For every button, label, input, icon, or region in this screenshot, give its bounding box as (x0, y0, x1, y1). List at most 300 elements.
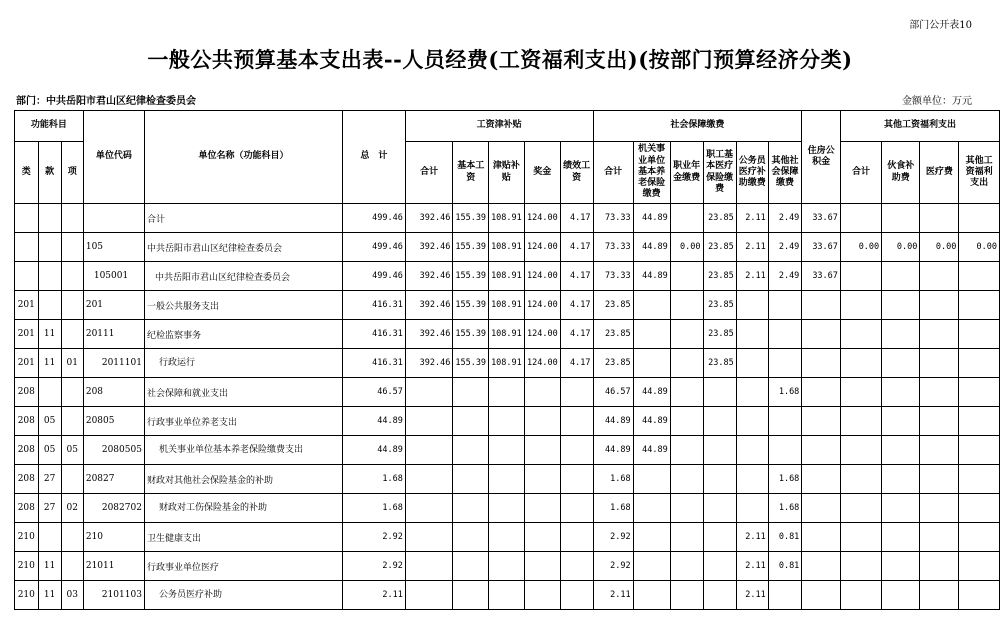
other-sum-cell (840, 523, 881, 552)
unit-code-cell: 2101103 (83, 581, 144, 610)
other-welfare-cell (959, 204, 1000, 233)
bonus-cell: 124.00 (524, 262, 560, 291)
unit-name-cell: 行政运行 (144, 349, 342, 378)
performance-salary-cell: 4.17 (560, 349, 593, 378)
kuan-cell: 11 (38, 581, 61, 610)
other-social-cell (768, 407, 802, 436)
medical-fee-cell (920, 552, 959, 581)
pension-cell (633, 349, 670, 378)
other-welfare-cell (959, 407, 1000, 436)
lei-cell: 201 (15, 291, 39, 320)
social-sum-cell: 44.89 (593, 407, 633, 436)
bonus-cell (524, 407, 560, 436)
social-sum-cell: 2.92 (593, 552, 633, 581)
meal-subsidy-cell (882, 523, 920, 552)
other-welfare-cell (959, 523, 1000, 552)
medical-fee-cell (920, 407, 959, 436)
annuity-cell (670, 320, 703, 349)
other-social-cell: 1.68 (768, 465, 802, 494)
pension-cell (633, 581, 670, 610)
pension-cell: 44.89 (633, 233, 670, 262)
other-social-cell: 0.81 (768, 523, 802, 552)
other-social-cell (768, 291, 802, 320)
kuan-cell: 27 (38, 494, 61, 523)
other-sum-cell (840, 581, 881, 610)
bonus-cell (524, 523, 560, 552)
unit-name-cell: 财政对工伤保险基金的补助 (144, 494, 342, 523)
medical-insurance-cell: 23.85 (703, 233, 736, 262)
lei-cell (15, 262, 39, 291)
performance-salary-cell: 4.17 (560, 233, 593, 262)
other-sum-cell (840, 552, 881, 581)
housing-fund-cell (802, 407, 841, 436)
basic-salary-cell (453, 465, 489, 494)
other-welfare-cell (959, 349, 1000, 378)
housing-fund-cell (802, 552, 841, 581)
salary-sum-cell (405, 523, 452, 552)
medical-fee-cell (920, 204, 959, 233)
total-cell: 416.31 (343, 349, 406, 378)
lei-cell: 208 (15, 465, 39, 494)
other-sum-cell (840, 494, 881, 523)
total-cell: 2.11 (343, 581, 406, 610)
salary-sum-cell: 392.46 (405, 291, 452, 320)
civil-servant-medical-cell: 2.11 (736, 233, 768, 262)
annuity-cell (670, 436, 703, 465)
annuity-cell (670, 465, 703, 494)
basic-salary-cell (453, 407, 489, 436)
allowance-cell: 108.91 (489, 233, 525, 262)
housing-fund-cell (802, 436, 841, 465)
annuity-cell (670, 494, 703, 523)
xiang-cell (61, 233, 83, 262)
xiang-cell: 05 (61, 436, 83, 465)
other-welfare-cell (959, 378, 1000, 407)
meal-subsidy-cell: 0.00 (882, 233, 920, 262)
basic-salary-cell: 155.39 (453, 233, 489, 262)
unit-name-cell: 公务员医疗补助 (144, 581, 342, 610)
kuan-cell: 11 (38, 320, 61, 349)
xiang-cell (61, 204, 83, 233)
civil-servant-medical-cell (736, 291, 768, 320)
social-group-header: 社会保障缴费 (593, 111, 802, 142)
social-sum-header: 合计 (593, 142, 633, 204)
performance-salary-cell: 4.17 (560, 262, 593, 291)
housing-fund-cell (802, 581, 841, 610)
allowance-cell: 108.91 (489, 204, 525, 233)
unit-code-cell: 210 (83, 523, 144, 552)
other-social-cell: 0.81 (768, 552, 802, 581)
lei-cell: 208 (15, 436, 39, 465)
total-header: 总 计 (343, 111, 406, 204)
medical-insurance-header: 职工基本医疗保险缴费 (703, 142, 736, 204)
performance-salary-cell: 4.17 (560, 204, 593, 233)
other-welfare-header: 其他工资福利支出 (959, 142, 1000, 204)
other-welfare-cell (959, 465, 1000, 494)
other-social-header: 其他社会保障缴费 (768, 142, 802, 204)
other-sum-cell (840, 262, 881, 291)
medical-fee-cell (920, 523, 959, 552)
medical-insurance-cell: 23.85 (703, 204, 736, 233)
salary-group-header: 工资津补贴 (405, 111, 593, 142)
xiang-cell (61, 407, 83, 436)
basic-salary-cell: 155.39 (453, 291, 489, 320)
meal-subsidy-cell (882, 407, 920, 436)
civil-servant-medical-cell: 2.11 (736, 552, 768, 581)
salary-sum-header: 合计 (405, 142, 452, 204)
unit-label: 金额单位：万元 (902, 96, 972, 107)
performance-salary-cell (560, 378, 593, 407)
kuan-cell (38, 523, 61, 552)
table-row (15, 494, 1000, 523)
budget-table (14, 110, 1000, 610)
unit-name-cell: 中共岳阳市君山区纪律检查委员会 (144, 262, 342, 291)
salary-sum-cell: 392.46 (405, 262, 452, 291)
total-cell: 1.68 (343, 465, 406, 494)
meal-subsidy-cell (882, 465, 920, 494)
table-row (15, 291, 1000, 320)
social-sum-cell: 2.92 (593, 523, 633, 552)
medical-insurance-cell: 23.85 (703, 291, 736, 320)
performance-salary-cell: 4.17 (560, 291, 593, 320)
civil-servant-medical-cell (736, 465, 768, 494)
performance-salary-header: 绩效工资 (560, 142, 593, 204)
medical-insurance-cell (703, 378, 736, 407)
table-row (15, 581, 1000, 610)
lei-cell: 210 (15, 523, 39, 552)
performance-salary-cell (560, 494, 593, 523)
housing-fund-cell (802, 291, 841, 320)
kuan-cell: 05 (38, 407, 61, 436)
meal-subsidy-header: 伙食补助费 (882, 142, 920, 204)
civil-servant-medical-cell (736, 320, 768, 349)
other-social-cell (768, 436, 802, 465)
allowance-cell: 108.91 (489, 262, 525, 291)
unit-code-header: 单位代码 (83, 111, 144, 204)
kuan-cell (38, 262, 61, 291)
unit-code-cell: 2011101 (83, 349, 144, 378)
unit-name-cell: 卫生健康支出 (144, 523, 342, 552)
total-cell: 416.31 (343, 291, 406, 320)
unit-name-cell: 一般公共服务支出 (144, 291, 342, 320)
social-sum-cell: 73.33 (593, 204, 633, 233)
other-sum-header: 合计 (840, 142, 881, 204)
medical-fee-cell (920, 262, 959, 291)
lei-cell: 210 (15, 552, 39, 581)
other-social-cell (768, 581, 802, 610)
medical-insurance-cell: 23.85 (703, 262, 736, 291)
salary-sum-cell (405, 436, 452, 465)
allowance-cell (489, 436, 525, 465)
salary-sum-cell: 392.46 (405, 320, 452, 349)
meal-subsidy-cell (882, 436, 920, 465)
other-social-cell (768, 320, 802, 349)
unit-code-cell: 2082702 (83, 494, 144, 523)
total-cell: 44.89 (343, 407, 406, 436)
social-sum-cell: 46.57 (593, 378, 633, 407)
table-row (15, 523, 1000, 552)
other-sum-cell (840, 291, 881, 320)
salary-sum-cell (405, 378, 452, 407)
other-sum-cell (840, 465, 881, 494)
other-social-cell (768, 349, 802, 378)
pension-cell: 44.89 (633, 262, 670, 291)
lei-cell: 208 (15, 494, 39, 523)
other-welfare-cell (959, 581, 1000, 610)
total-cell: 2.92 (343, 523, 406, 552)
allowance-cell: 108.91 (489, 320, 525, 349)
lei-cell: 201 (15, 349, 39, 378)
kuan-cell (38, 291, 61, 320)
unit-code-cell: 20827 (83, 465, 144, 494)
housing-fund-cell (802, 349, 841, 378)
allowance-cell (489, 523, 525, 552)
total-cell: 44.89 (343, 436, 406, 465)
annuity-cell (670, 204, 703, 233)
basic-salary-cell (453, 378, 489, 407)
lei-cell: 208 (15, 378, 39, 407)
housing-fund-cell: 33.67 (802, 262, 841, 291)
unit-name-cell: 社会保障和就业支出 (144, 378, 342, 407)
civil-servant-medical-cell: 2.11 (736, 262, 768, 291)
basic-salary-cell: 155.39 (453, 349, 489, 378)
lei-cell: 210 (15, 581, 39, 610)
lei-cell: 208 (15, 407, 39, 436)
meal-subsidy-cell (882, 349, 920, 378)
table-row (15, 436, 1000, 465)
table-row (15, 349, 1000, 378)
basic-salary-cell (453, 494, 489, 523)
civil-servant-medical-cell (736, 378, 768, 407)
allowance-cell (489, 581, 525, 610)
bonus-cell (524, 465, 560, 494)
meal-subsidy-cell (882, 320, 920, 349)
table-row (15, 320, 1000, 349)
lei-cell (15, 204, 39, 233)
medical-fee-cell (920, 465, 959, 494)
annuity-cell (670, 262, 703, 291)
pension-cell (633, 494, 670, 523)
xiang-cell (61, 523, 83, 552)
civil-servant-medical-cell (736, 349, 768, 378)
other-welfare-cell (959, 291, 1000, 320)
allowance-cell: 108.91 (489, 349, 525, 378)
bonus-cell (524, 581, 560, 610)
meal-subsidy-cell (882, 291, 920, 320)
other-welfare-cell (959, 552, 1000, 581)
annuity-cell (670, 291, 703, 320)
table-row (15, 552, 1000, 581)
xiang-cell: 01 (61, 349, 83, 378)
other-welfare-cell (959, 262, 1000, 291)
pension-header: 机关事业单位基本养老保险缴费 (633, 142, 670, 204)
kuan-cell: 11 (38, 552, 61, 581)
xiang-cell (61, 320, 83, 349)
unit-code-cell: 20805 (83, 407, 144, 436)
civil-servant-medical-cell: 2.11 (736, 523, 768, 552)
meal-subsidy-cell (882, 494, 920, 523)
salary-sum-cell (405, 465, 452, 494)
medical-insurance-cell (703, 436, 736, 465)
meal-subsidy-cell (882, 262, 920, 291)
housing-fund-header: 住房公积金 (802, 111, 841, 204)
unit-code-cell: 20111 (83, 320, 144, 349)
performance-salary-cell (560, 465, 593, 494)
medical-insurance-cell (703, 465, 736, 494)
xiang-cell (61, 378, 83, 407)
other-social-cell: 2.49 (768, 204, 802, 233)
department-label: 部门：中共岳阳市君山区纪律检查委员会 (16, 96, 196, 107)
social-sum-cell: 23.85 (593, 320, 633, 349)
housing-fund-cell (802, 523, 841, 552)
kuan-cell (38, 204, 61, 233)
kuan-cell (38, 378, 61, 407)
total-cell: 499.46 (343, 262, 406, 291)
social-sum-cell: 1.68 (593, 494, 633, 523)
salary-sum-cell (405, 494, 452, 523)
civil-servant-medical-cell (736, 407, 768, 436)
medical-fee-cell (920, 320, 959, 349)
unit-name-cell: 行政事业单位养老支出 (144, 407, 342, 436)
xiang-cell (61, 465, 83, 494)
basic-salary-cell (453, 581, 489, 610)
unit-name-cell: 合计 (144, 204, 342, 233)
total-cell: 1.68 (343, 494, 406, 523)
basic-salary-cell (453, 436, 489, 465)
unit-name-cell: 行政事业单位医疗 (144, 552, 342, 581)
annuity-header: 职业年金缴费 (670, 142, 703, 204)
xiang-cell: 02 (61, 494, 83, 523)
social-sum-cell: 2.11 (593, 581, 633, 610)
housing-fund-cell (802, 494, 841, 523)
table-row (15, 407, 1000, 436)
pension-cell (633, 465, 670, 494)
bonus-cell: 124.00 (524, 291, 560, 320)
other-sum-cell: 0.00 (840, 233, 881, 262)
xiang-header: 项 (61, 142, 83, 204)
total-cell: 2.92 (343, 552, 406, 581)
pension-cell: 44.89 (633, 436, 670, 465)
annuity-cell (670, 349, 703, 378)
civil-servant-medical-header: 公务员医疗补助缴费 (736, 142, 768, 204)
func-subject-header: 功能科目 (15, 111, 84, 142)
performance-salary-cell (560, 523, 593, 552)
other-welfare-cell (959, 320, 1000, 349)
social-sum-cell: 73.33 (593, 233, 633, 262)
table-number-label: 部门公开表10 (909, 20, 972, 31)
social-sum-cell: 44.89 (593, 436, 633, 465)
medical-fee-cell (920, 349, 959, 378)
other-sum-cell (840, 204, 881, 233)
housing-fund-cell: 33.67 (802, 204, 841, 233)
other-welfare-cell (959, 494, 1000, 523)
basic-salary-header: 基本工资 (453, 142, 489, 204)
allowance-header: 津贴补贴 (489, 142, 525, 204)
medical-insurance-cell (703, 552, 736, 581)
basic-salary-cell (453, 523, 489, 552)
other-sum-cell (840, 407, 881, 436)
medical-insurance-cell (703, 494, 736, 523)
medical-fee-header: 医疗费 (920, 142, 959, 204)
table-row (15, 233, 1000, 262)
bonus-cell (524, 378, 560, 407)
basic-salary-cell: 155.39 (453, 320, 489, 349)
civil-servant-medical-cell (736, 436, 768, 465)
allowance-cell: 108.91 (489, 291, 525, 320)
social-sum-cell: 1.68 (593, 465, 633, 494)
medical-fee-cell: 0.00 (920, 233, 959, 262)
bonus-cell: 124.00 (524, 204, 560, 233)
other-social-cell: 1.68 (768, 378, 802, 407)
medical-fee-cell (920, 291, 959, 320)
performance-salary-cell (560, 407, 593, 436)
pension-cell (633, 552, 670, 581)
other-welfare-cell: 0.00 (959, 233, 1000, 262)
kuan-cell: 27 (38, 465, 61, 494)
xiang-cell: 03 (61, 581, 83, 610)
salary-sum-cell (405, 581, 452, 610)
unit-code-cell: 208 (83, 378, 144, 407)
other-social-cell: 1.68 (768, 494, 802, 523)
civil-servant-medical-cell: 2.11 (736, 204, 768, 233)
medical-fee-cell (920, 436, 959, 465)
total-cell: 499.46 (343, 233, 406, 262)
other-sum-cell (840, 436, 881, 465)
medical-insurance-cell: 23.85 (703, 320, 736, 349)
performance-salary-cell: 4.17 (560, 320, 593, 349)
allowance-cell (489, 378, 525, 407)
annuity-cell: 0.00 (670, 233, 703, 262)
pension-cell (633, 523, 670, 552)
xiang-cell (61, 262, 83, 291)
basic-salary-cell: 155.39 (453, 262, 489, 291)
table-body (15, 204, 1000, 610)
other-sum-cell (840, 378, 881, 407)
other-welfare-cell (959, 436, 1000, 465)
medical-insurance-cell (703, 581, 736, 610)
salary-sum-cell: 392.46 (405, 233, 452, 262)
bonus-cell (524, 552, 560, 581)
basic-salary-cell (453, 552, 489, 581)
social-sum-cell: 23.85 (593, 291, 633, 320)
social-sum-cell: 23.85 (593, 349, 633, 378)
unit-code-cell: 201 (83, 291, 144, 320)
unit-name-cell: 纪检监察事务 (144, 320, 342, 349)
civil-servant-medical-cell: 2.11 (736, 581, 768, 610)
pension-cell: 44.89 (633, 378, 670, 407)
annuity-cell (670, 552, 703, 581)
kuan-header: 款 (38, 142, 61, 204)
meal-subsidy-cell (882, 581, 920, 610)
lei-cell: 201 (15, 320, 39, 349)
salary-sum-cell: 392.46 (405, 349, 452, 378)
xiang-cell (61, 291, 83, 320)
annuity-cell (670, 581, 703, 610)
basic-salary-cell: 155.39 (453, 204, 489, 233)
page-title: 一般公共预算基本支出表--人员经费(工资福利支出)(按部门预算经济分类) (147, 47, 853, 72)
pension-cell: 44.89 (633, 407, 670, 436)
annuity-cell (670, 523, 703, 552)
table-header (15, 111, 1000, 204)
salary-sum-cell (405, 407, 452, 436)
medical-fee-cell (920, 494, 959, 523)
bonus-cell (524, 436, 560, 465)
unit-code-cell: 105001 (83, 262, 144, 291)
housing-fund-cell: 33.67 (802, 233, 841, 262)
allowance-cell (489, 465, 525, 494)
medical-insurance-cell (703, 407, 736, 436)
kuan-cell: 11 (38, 349, 61, 378)
